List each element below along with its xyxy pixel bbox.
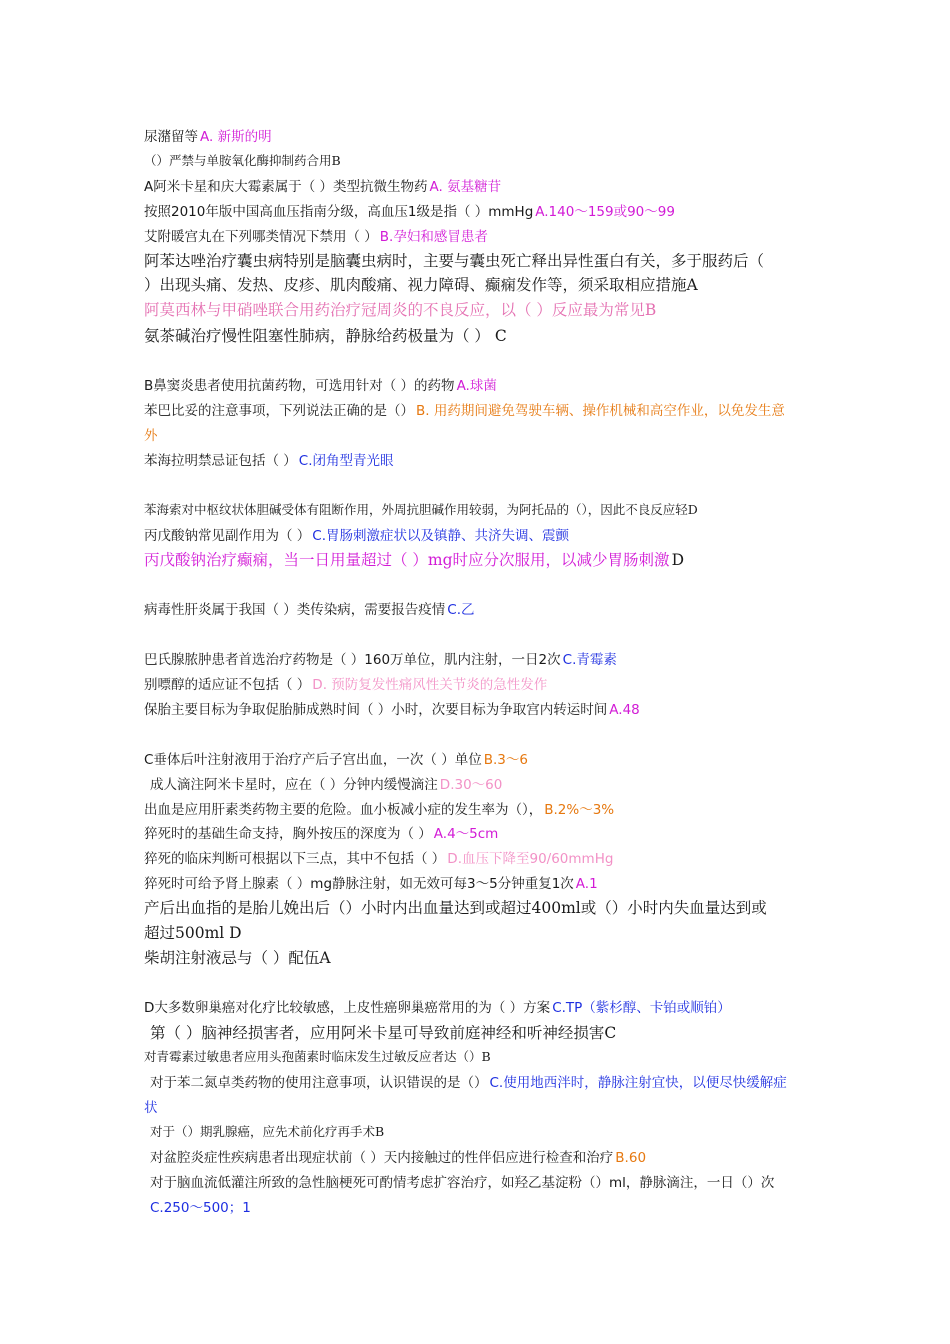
- question-line: D大多数卵巢癌对化疗比较敏感，上皮性癌卵巢癌常用的为（ ）方案 C.TP（紫杉醇、卡铂或顺铂）: [144, 1000, 731, 1016]
- answer-text: B.60: [615, 1150, 647, 1166]
- answer-text: A.48: [609, 702, 640, 718]
- answer-text: A. 氨基糖苷: [429, 179, 502, 195]
- question-line: [150, 1196, 251, 1220]
- answer-text: B. 用药期间避免驾驶车辆、操作机械和高空作业，以免发生意: [416, 403, 785, 419]
- answer-text: C.青霉素: [562, 652, 617, 668]
- question-line: ）出现头痛、发热、皮疹、肌肉酸痛、视力障碍、癫痫发作等，须采取相应措施A: [144, 276, 698, 294]
- question-line: C垂体后叶注射液用于治疗产后子宫出血，一次（ ）单位 B.3～6: [144, 752, 528, 768]
- question-line: 对盆腔炎症性疾病患者出现症状前（ ）天内接触过的性伴侣应进行检查和治疗 B.60: [150, 1150, 647, 1166]
- question-line: 阿苯达唑治疗囊虫病特别是脑囊虫病时，主要与囊虫死亡释出异性蛋白有关，多于服药后（: [144, 252, 765, 270]
- answer-text: 外: [144, 428, 158, 444]
- question-line: 成人滴注阿米卡星时，应在（ ）分钟内缓慢滴注 D.30～60: [150, 777, 503, 793]
- answer-text: A.4～5cm: [433, 826, 499, 842]
- question-line: 别嘌醇的适应证不包括（ ） D. 预防复发性痛风性关节炎的急性发作: [144, 677, 548, 693]
- answer-text: B.2%～3%: [544, 802, 615, 818]
- question-line: 氨茶碱治疗慢性阻塞性肺病，静脉给药极量为（ ） C: [144, 327, 507, 345]
- question-line: 对青霉素过敏患者应用头孢菌素时临床发生过敏反应者达（）B: [144, 1049, 491, 1064]
- question-line: 阿莫西林与甲硝唑联合用药治疗冠周炎的不良反应，以（ ）反应最为常见B: [144, 301, 657, 319]
- question-line: B鼻窦炎患者使用抗菌药物，可选用针对（ ）的药物 A.球菌: [144, 378, 497, 394]
- answer-text: 状: [144, 1100, 158, 1116]
- question-line: 产后出血指的是胎儿娩出后（）小时内出血量达到或超过400ml或（）小时内失血量达到或: [144, 899, 767, 917]
- question-line: （）严禁与单胺氧化酶抑制药合用B: [144, 153, 341, 168]
- question-line: 艾附暖宫丸在下列哪类情况下禁用（ ） B.孕妇和感冒患者: [144, 229, 488, 245]
- question-line: 苯海拉明禁忌证包括（ ） C.闭角型青光眼: [144, 453, 394, 469]
- answer-text: C.乙: [447, 602, 475, 618]
- question-line: 保胎主要目标为争取促胎肺成熟时间（ ）小时，次要目标为争取宫内转运时间 A.48: [144, 702, 640, 718]
- question-line: A阿米卡星和庆大霉素属于（ ）类型抗微生物药 A. 氨基糖苷: [144, 179, 502, 195]
- answer-text: C.TP（紫杉醇、卡铂或顺铂）: [552, 1000, 731, 1016]
- question-line: 柴胡注射液忌与（ ）配伍A: [144, 949, 331, 967]
- answer-text: D. 预防复发性痛风性关节炎的急性发作: [312, 677, 548, 693]
- question-line: 病毒性肝炎属于我国（ ）类传染病，需要报告疫情 C.乙: [144, 602, 475, 618]
- question-line: 苯巴比妥的注意事项，下列说法正确的是（） B. 用药期间避免驾驶车辆、操作机械和高空作业，以免发生意: [144, 403, 785, 419]
- answer-text: C.胃肠刺激症状以及镇静、共济失调、震颤: [312, 528, 570, 544]
- answer-text: D.血压下降至90/60mmHg: [447, 851, 614, 867]
- answer-text: B.3～6: [483, 752, 528, 768]
- question-line: 按照2010年版中国高血压指南分级，高血压1级是指（ ）mmHg A.140～159或90～99: [144, 204, 675, 220]
- question-line: 出血是应用肝素类药物主要的危险。血小板减小症的发生率为（）， B.2%～3%: [144, 802, 615, 818]
- answer-text: C.闭角型青光眼: [298, 453, 394, 469]
- question-line: 对于脑血流低灌注所致的急性脑梗死可酌情考虑扩容治疗，如羟乙基淀粉（）ml，静脉滴注，一日（）次: [150, 1175, 775, 1191]
- question-line: 丙戊酸钠常见副作用为（ ） C.胃肠刺激症状以及镇静、共济失调、震颤: [144, 528, 570, 544]
- question-line: 对于（）期乳腺癌，应先术前化疗再手术B: [150, 1124, 385, 1139]
- question-line: 苯海索对中枢纹状体胆碱受体有阻断作用，外周抗胆碱作用较弱，为阿托品的（），因此不良反应轻D: [144, 502, 698, 517]
- answer-text: C.使用地西泮时，静脉注射宜快，以便尽快缓解症: [489, 1075, 787, 1091]
- question-line: 尿潴留等 A. 新斯的明: [144, 129, 272, 145]
- question-line: [144, 1096, 158, 1120]
- question-line: 猝死时可给予肾上腺素（ ）mg静脉注射，如无效可每3～5分钟重复1次 A.1: [144, 876, 598, 892]
- question-line: 巴氏腺脓肿患者首选治疗药物是（ ）160万单位，肌内注射，一日2次 C.青霉素: [144, 652, 617, 668]
- answer-text: A. 新斯的明: [200, 129, 272, 145]
- question-line: 猝死时的基础生命支持，胸外按压的深度为（ ） A.4～5cm: [144, 826, 499, 842]
- answer-text: A.1: [575, 876, 598, 892]
- answer-text: A.球菌: [456, 378, 497, 394]
- answer-text: D.30～60: [439, 777, 503, 793]
- question-line: 超过500ml D: [144, 924, 242, 942]
- question-line: 丙戊酸钠治疗癫痫，当一日用量超过（ ）mg时应分次服用，以减少胃肠刺激 D: [144, 551, 684, 569]
- question-line: 第（ ）脑神经损害者，应用阿米卡星可导致前庭神经和听神经损害C: [150, 1024, 617, 1042]
- question-line: [144, 424, 158, 448]
- answer-text: D: [671, 551, 684, 569]
- answer-text: B.孕妇和感冒患者: [379, 229, 488, 245]
- question-line: 对于苯二氮卓类药物的使用注意事项，认识错误的是（） C.使用地西泮时，静脉注射宜快，以便尽快缓解症: [150, 1075, 787, 1091]
- question-line: 猝死的临床判断可根据以下三点，其中不包括（ ） D.血压下降至90/60mmHg: [144, 851, 614, 867]
- answer-text: C.250～500；1: [150, 1200, 251, 1216]
- answer-text: A.140～159或90～99: [535, 204, 675, 220]
